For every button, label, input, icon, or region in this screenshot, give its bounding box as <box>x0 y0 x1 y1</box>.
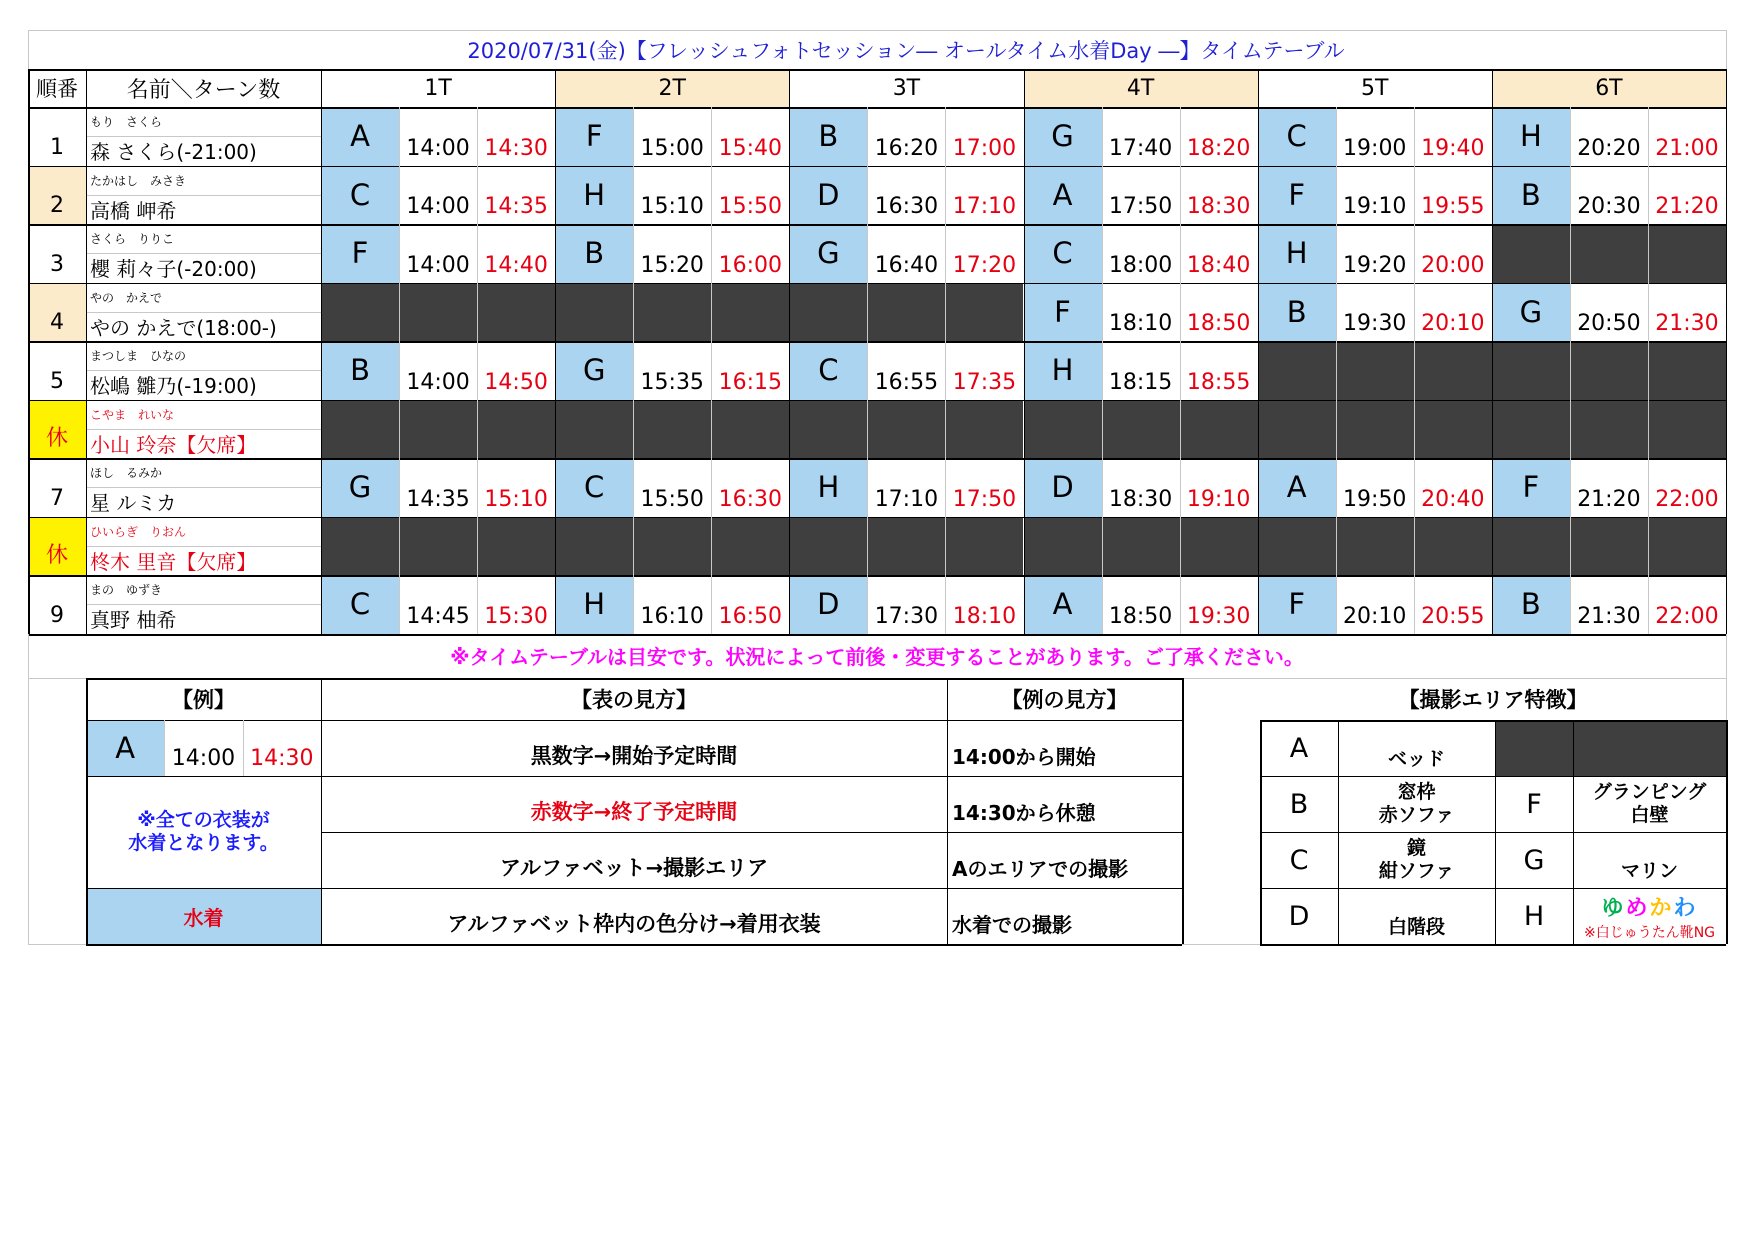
yumekawa-text <box>1601 891 1697 922</box>
unavailable-slot <box>321 517 399 576</box>
area-desc-A: ベッド <box>1387 748 1445 771</box>
swimwear-label: 水着 <box>86 888 321 944</box>
start-time: 18:00 <box>1108 252 1173 278</box>
example-reading-item: 14:00から開始 <box>952 745 1096 769</box>
unavailable-slot <box>321 400 399 459</box>
grid-line <box>1495 720 1496 944</box>
end-time: 18:30 <box>1186 194 1251 219</box>
start-time: 19:00 <box>1343 135 1407 161</box>
grid-line <box>1024 69 1025 634</box>
grid-line <box>28 166 1726 167</box>
grid-line <box>477 107 478 634</box>
example-start-time: 14:00 <box>171 746 236 771</box>
row-number: 1 <box>50 134 64 160</box>
grid-line <box>555 69 556 634</box>
turn-header-5T: 5T <box>1361 75 1389 101</box>
start-time: 15:50 <box>640 486 704 512</box>
end-time: 15:10 <box>484 486 548 512</box>
turn-header-1T: 1T <box>424 75 452 101</box>
unavailable-slot <box>1492 341 1570 400</box>
area-letter: H <box>789 458 867 517</box>
area-letter: C <box>1024 224 1102 283</box>
grid-line <box>86 944 1182 946</box>
start-time: 19:20 <box>1343 252 1407 278</box>
name-kana: まの ゆずき <box>90 583 163 598</box>
area-letter: F <box>1258 166 1336 225</box>
example-reading-item: 14:30から休憩 <box>952 801 1096 825</box>
unavailable-slot <box>477 283 555 342</box>
end-time: 21:20 <box>1655 194 1719 219</box>
end-time: 16:00 <box>718 252 782 278</box>
grid-line <box>86 678 88 944</box>
end-time: 14:50 <box>484 369 548 395</box>
area-note-H: ※白じゅうたん靴NG <box>1583 924 1716 941</box>
unavailable-slot <box>1336 517 1414 576</box>
start-time: 18:15 <box>1108 369 1173 395</box>
grid-line <box>28 458 1726 460</box>
turn-header-3T: 3T <box>892 75 921 101</box>
grid-line <box>1338 720 1339 944</box>
grid-line <box>321 678 322 944</box>
grid-line <box>789 69 790 634</box>
row-number: 7 <box>50 485 64 511</box>
area-letter-D: D <box>1288 900 1310 932</box>
costume-note: ※全ての衣装が 水着となります。 <box>128 809 279 854</box>
participant-name: 小山 玲奈【欠席】 <box>90 432 257 457</box>
start-time: 17:50 <box>1108 194 1173 219</box>
unavailable-slot <box>1570 400 1648 459</box>
unavailable-slot <box>399 517 477 576</box>
start-time: 18:30 <box>1108 486 1173 512</box>
end-time: 19:40 <box>1421 135 1485 161</box>
example-reading-item: Aのエリアでの撮影 <box>952 857 1129 881</box>
how-to-read-item: アルファベット枠内の色分け→着用衣装 <box>447 912 821 936</box>
grid-line <box>1260 720 1726 722</box>
unavailable-slot <box>1414 400 1492 459</box>
area-letter-G: G <box>1523 844 1545 876</box>
start-time: 16:10 <box>640 603 704 629</box>
end-time: 18:55 <box>1186 369 1251 395</box>
area-letter: A <box>1258 458 1336 517</box>
end-time: 14:35 <box>484 194 548 219</box>
area-letter-C: C <box>1289 844 1309 876</box>
grid-line <box>867 107 868 634</box>
end-time: 19:10 <box>1186 486 1251 512</box>
area-letter: H <box>555 166 633 225</box>
unavailable-slot <box>711 283 789 342</box>
unavailable-slot <box>1648 517 1726 576</box>
participant-name: 森 さくら(-21:00) <box>90 140 257 165</box>
end-time: 14:40 <box>484 252 548 278</box>
unavailable-slot <box>789 400 867 459</box>
row-number: 5 <box>50 368 64 394</box>
unavailable-slot <box>1492 400 1570 459</box>
unavailable-slot <box>1573 720 1726 776</box>
area-letter: F <box>555 107 633 166</box>
row-number: 3 <box>50 251 64 277</box>
unavailable-slot <box>1570 224 1648 283</box>
grid-line <box>1258 69 1259 634</box>
start-time: 17:10 <box>874 486 939 512</box>
area-letter: G <box>1024 107 1102 166</box>
grid-line <box>1648 107 1649 634</box>
end-time: 21:00 <box>1655 135 1719 161</box>
start-time: 14:00 <box>406 369 470 395</box>
unavailable-slot <box>399 283 477 342</box>
start-time: 17:40 <box>1108 135 1173 161</box>
area-letter: F <box>1024 283 1102 342</box>
area-desc-B: 窓枠 赤ソファ <box>1378 780 1455 827</box>
area-letter: G <box>789 224 867 283</box>
grid-line <box>1726 634 1727 679</box>
end-time: 20:00 <box>1421 252 1485 278</box>
grid-line <box>86 69 87 634</box>
unavailable-slot <box>399 400 477 459</box>
start-time: 14:45 <box>406 603 470 629</box>
unavailable-slot <box>1024 517 1102 576</box>
unavailable-slot <box>1492 224 1570 283</box>
participant-name: 櫻 莉々子(-20:00) <box>90 257 257 282</box>
grid-line <box>28 678 29 944</box>
start-time: 14:00 <box>406 252 470 278</box>
grid-line <box>1260 832 1726 833</box>
grid-line <box>28 283 1726 284</box>
unavailable-slot <box>711 517 789 576</box>
end-time: 18:20 <box>1186 135 1251 161</box>
unavailable-slot <box>945 400 1023 459</box>
end-time: 16:30 <box>718 486 782 512</box>
grid-line <box>1260 776 1726 777</box>
start-time: 19:50 <box>1343 486 1407 512</box>
unavailable-slot <box>555 283 633 342</box>
end-time: 15:30 <box>484 603 548 629</box>
turn-header-6T: 6T <box>1492 69 1726 107</box>
grid-line <box>243 720 244 776</box>
unavailable-slot <box>1648 400 1726 459</box>
grid-line <box>28 69 1726 71</box>
grid-line <box>1726 30 1727 69</box>
grid-line <box>1260 720 1262 944</box>
unavailable-slot <box>1414 517 1492 576</box>
unavailable-slot <box>633 400 711 459</box>
name-kana: まつしま ひなの <box>90 349 187 364</box>
start-time: 15:10 <box>640 194 704 219</box>
grid-line <box>1182 678 1184 944</box>
area-letter: G <box>1492 283 1570 342</box>
participant-name: 真野 柚希 <box>90 608 177 633</box>
unavailable-slot <box>477 517 555 576</box>
name-kana: たかはし みさき <box>90 173 187 188</box>
grid-line <box>164 720 165 776</box>
area-letter: B <box>321 341 399 400</box>
area-desc-D: 白階段 <box>1387 916 1445 939</box>
start-time: 16:30 <box>874 194 939 219</box>
participant-name: 星 ルミカ <box>90 491 177 516</box>
area-letter: C <box>321 575 399 634</box>
start-time: 20:30 <box>1577 194 1641 219</box>
start-time: 20:50 <box>1577 311 1641 336</box>
area-letter: C <box>555 458 633 517</box>
grid-line <box>28 30 29 69</box>
end-time: 17:10 <box>952 194 1017 219</box>
row-number: 2 <box>28 166 86 225</box>
turn-header-2T: 2T <box>555 69 789 107</box>
unavailable-slot <box>1495 720 1573 776</box>
area-letter: B <box>555 224 633 283</box>
name-kana: やの かえで <box>90 290 163 305</box>
yumekawa-char: め <box>1625 895 1650 921</box>
grid-line <box>945 107 946 634</box>
grid-line <box>86 678 1182 680</box>
start-time: 15:35 <box>640 369 704 395</box>
notice-text: ※タイムテーブルは目安です。状況によって前後・変更することがあります。ご了承ください。 <box>450 645 1304 670</box>
unavailable-slot <box>789 517 867 576</box>
unavailable-slot <box>1570 341 1648 400</box>
end-time: 18:10 <box>952 603 1017 629</box>
start-time: 15:20 <box>640 252 704 278</box>
how-to-read-item: 赤数字→終了予定時間 <box>530 800 738 824</box>
grid-line <box>28 634 29 679</box>
area-letter: D <box>789 166 867 225</box>
name-kana: こやま れいな <box>90 407 175 422</box>
name-kana: もり さくら <box>90 115 163 130</box>
area-letter-F: F <box>1526 788 1542 820</box>
area-letter-B: B <box>1289 788 1309 820</box>
start-time: 21:20 <box>1577 486 1641 512</box>
area-letter: B <box>789 107 867 166</box>
end-time: 17:00 <box>952 135 1017 161</box>
grid-line <box>1726 69 1727 634</box>
area-letter: B <box>1492 575 1570 634</box>
unavailable-slot <box>1258 400 1336 459</box>
end-time: 17:20 <box>952 252 1017 278</box>
grid-line <box>1414 107 1415 634</box>
grid-line <box>28 517 1726 518</box>
end-time: 20:10 <box>1421 311 1485 336</box>
area-letter: A <box>1024 575 1102 634</box>
grid-line <box>1492 69 1493 634</box>
grid-line <box>1726 720 1728 944</box>
unavailable-slot <box>711 400 789 459</box>
grid-line <box>28 224 1726 226</box>
example-header: 【例】 <box>172 688 235 712</box>
row-number: 休 <box>28 517 86 576</box>
grid-line <box>1336 107 1337 634</box>
start-time: 18:50 <box>1108 603 1173 629</box>
grid-line <box>28 107 1726 109</box>
example-end-time: 14:30 <box>250 746 314 771</box>
area-letter: H <box>555 575 633 634</box>
unavailable-slot <box>1336 400 1414 459</box>
example-area-letter: A <box>86 720 164 776</box>
end-time: 19:30 <box>1186 603 1251 629</box>
unavailable-slot <box>867 517 945 576</box>
area-letter-A: A <box>1289 732 1309 764</box>
area-letter-H: H <box>1523 900 1545 932</box>
unavailable-slot <box>555 400 633 459</box>
grid-line <box>1260 944 1726 946</box>
page-title: 2020/07/31(金)【フレッシュフォトセッション― オールタイム水着Day ―】タイムテーブル <box>467 39 1345 63</box>
row-number: 休 <box>28 400 86 459</box>
unavailable-slot <box>633 283 711 342</box>
grid-line <box>28 575 1726 577</box>
grid-line <box>1260 888 1726 889</box>
unavailable-slot <box>555 517 633 576</box>
name-kana: ほし るみか <box>90 466 163 481</box>
grid-line <box>86 720 1182 721</box>
grid-line <box>28 69 30 634</box>
area-letter: C <box>1258 107 1336 166</box>
start-time: 17:30 <box>874 603 939 629</box>
end-time: 16:15 <box>718 369 782 395</box>
end-time: 20:40 <box>1421 486 1485 512</box>
unavailable-slot <box>1648 341 1726 400</box>
grid-line <box>86 888 1182 889</box>
unavailable-slot <box>1492 517 1570 576</box>
area-letter: F <box>321 224 399 283</box>
area-desc-H <box>1573 888 1726 944</box>
unavailable-slot <box>1258 341 1336 400</box>
area-letter: G <box>555 341 633 400</box>
start-time: 14:35 <box>406 486 470 512</box>
unavailable-slot <box>789 283 867 342</box>
area-letter: D <box>1024 458 1102 517</box>
start-time: 16:55 <box>874 369 939 395</box>
area-letter: A <box>321 107 399 166</box>
end-time: 17:35 <box>952 369 1017 395</box>
name-turns-header: 名前＼ターン数 <box>126 77 281 103</box>
example-reading-item: 水着での撮影 <box>952 913 1072 937</box>
area-letter: G <box>321 458 399 517</box>
start-time: 20:20 <box>1577 135 1641 161</box>
how-to-read-item: アルファベット→撮影エリア <box>499 856 769 880</box>
unavailable-slot <box>1180 517 1258 576</box>
start-time: 20:10 <box>1343 603 1407 629</box>
unavailable-slot <box>1024 400 1102 459</box>
area-features-header: 【撮影エリア特徴】 <box>1398 688 1588 712</box>
unavailable-slot <box>1336 341 1414 400</box>
unavailable-slot <box>945 283 1023 342</box>
grid-line <box>1180 107 1181 634</box>
participant-name: 松嶋 雛乃(-19:00) <box>90 374 257 399</box>
area-letter: H <box>1024 341 1102 400</box>
area-desc-C: 鏡 紺ソファ <box>1378 836 1455 883</box>
area-letter: F <box>1258 575 1336 634</box>
grid-line <box>86 776 1182 777</box>
how-to-read-item: 黒数字→開始予定時間 <box>530 744 738 768</box>
participant-name: 柊木 里音【欠席】 <box>90 549 257 574</box>
end-time: 19:55 <box>1421 194 1485 219</box>
grid-line <box>321 832 1182 833</box>
area-letter: D <box>789 575 867 634</box>
participant-name: 高橋 岬希 <box>90 198 177 223</box>
unavailable-slot <box>1102 517 1180 576</box>
start-time: 16:20 <box>874 135 939 161</box>
yumekawa-char: わ <box>1673 895 1698 921</box>
unavailable-slot <box>321 283 399 342</box>
grid-line <box>399 107 400 634</box>
unavailable-slot <box>1570 517 1648 576</box>
area-desc-F: グランピング 白壁 <box>1592 780 1707 827</box>
start-time: 15:00 <box>640 135 704 161</box>
unavailable-slot <box>945 517 1023 576</box>
end-time: 18:50 <box>1186 311 1251 336</box>
area-letter: F <box>1492 458 1570 517</box>
area-letter: A <box>1024 166 1102 225</box>
unavailable-slot <box>1258 517 1336 576</box>
name-kana: ひいらぎ りおん <box>90 524 187 539</box>
grid-line <box>1573 720 1574 944</box>
end-time: 14:30 <box>484 135 548 161</box>
area-letter: C <box>789 341 867 400</box>
turn-header-4T: 4T <box>1024 69 1258 107</box>
unavailable-slot <box>867 400 945 459</box>
grid-line <box>711 107 712 634</box>
end-time: 21:30 <box>1655 311 1719 336</box>
how-to-read-header: 【表の見方】 <box>571 688 697 712</box>
start-time: 19:10 <box>1343 194 1407 219</box>
end-time: 22:00 <box>1655 486 1719 512</box>
area-letter: B <box>1258 283 1336 342</box>
grid-line <box>1570 107 1571 634</box>
end-time: 17:50 <box>952 486 1017 512</box>
area-desc-G: マリン <box>1620 860 1678 883</box>
end-time: 15:50 <box>718 194 782 219</box>
row-number: 4 <box>28 283 86 342</box>
area-letter: H <box>1258 224 1336 283</box>
end-time: 22:00 <box>1655 603 1719 629</box>
grid-line <box>1102 107 1103 634</box>
start-time: 16:40 <box>874 252 939 278</box>
start-time: 19:30 <box>1343 311 1407 336</box>
area-letter: C <box>321 166 399 225</box>
grid-line <box>947 678 948 944</box>
start-time: 14:00 <box>406 194 470 219</box>
grid-line <box>28 400 1726 401</box>
example-reading-header: 【例の見方】 <box>1001 688 1128 712</box>
row-number: 9 <box>50 602 64 628</box>
unavailable-slot <box>1414 341 1492 400</box>
end-time: 15:40 <box>718 135 782 161</box>
unavailable-slot <box>867 283 945 342</box>
unavailable-slot <box>1180 400 1258 459</box>
grid-line <box>321 69 322 634</box>
grid-line <box>28 341 1726 343</box>
unavailable-slot <box>477 400 555 459</box>
area-letter: H <box>1492 107 1570 166</box>
unavailable-slot <box>633 517 711 576</box>
unavailable-slot <box>1102 400 1180 459</box>
yumekawa-char: ゆ <box>1601 895 1626 921</box>
end-time: 18:40 <box>1186 252 1251 278</box>
start-time: 14:00 <box>406 135 470 161</box>
order-header: 順番 <box>36 77 78 101</box>
participant-name: やの かえで(18:00-) <box>90 315 277 340</box>
area-letter: B <box>1492 166 1570 225</box>
start-time: 18:10 <box>1108 311 1173 336</box>
yumekawa-char: か <box>1649 895 1674 921</box>
end-time: 16:50 <box>718 603 782 629</box>
unavailable-slot <box>1648 224 1726 283</box>
start-time: 21:30 <box>1577 603 1641 629</box>
grid-line <box>633 107 634 634</box>
name-kana: さくら りりこ <box>90 232 175 247</box>
end-time: 20:55 <box>1421 603 1485 629</box>
